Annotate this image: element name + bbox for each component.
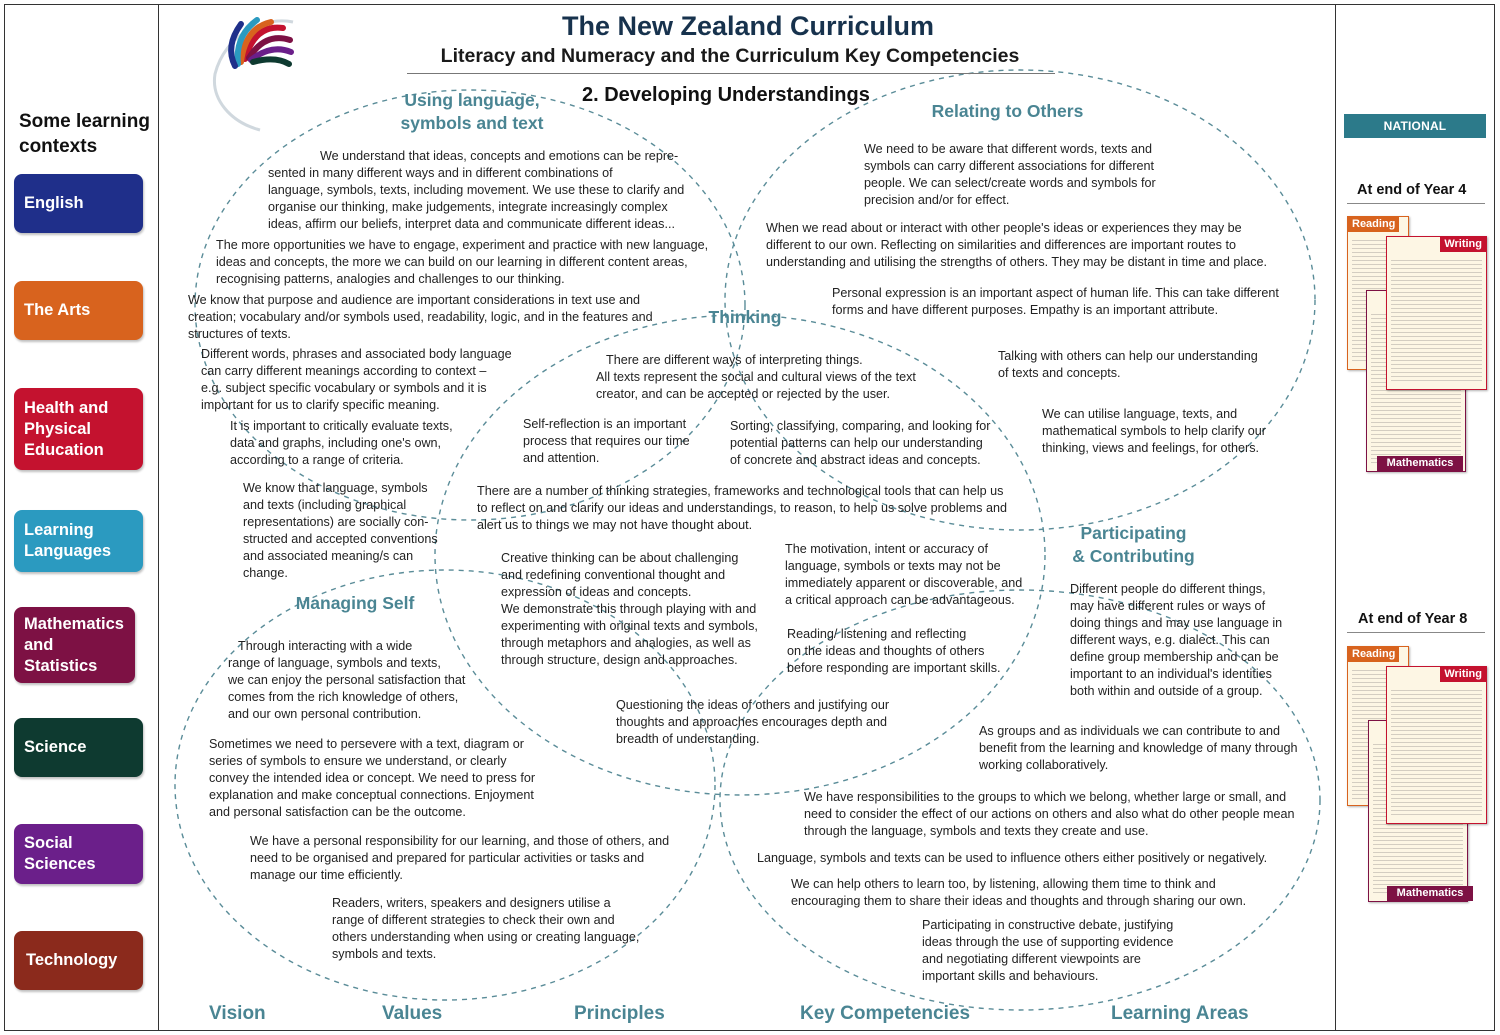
relating-text-2: When we read about or interact with other people's ideas or experiences they may be different to our own. Reflecting on similarities and differences are important routes to understanding and utilising the strengths of others. They may be distant in time and place. (766, 221, 1268, 269)
nav-key-competencies[interactable]: Key Competencies (800, 1003, 971, 1024)
relating-text-5: We can utilise language, texts, and mathematical symbols to help clarify our thinking, views and feelings, for others. (1042, 407, 1266, 455)
using-language-text-6: We know that language, symbols and texts (including graphical representations) are socially con- structed and accepted conventions and associated meaning/s can change. (243, 481, 438, 580)
writing-tag: Writing (1440, 237, 1486, 252)
national-standards-badge[interactable]: NATIONAL STANDARDS (1344, 114, 1486, 138)
relating-text-1: We need to be aware that different words, texts and symbols can carry different associations for different people. We can select/create words and symbols for precision and/or for effect. (864, 142, 1156, 207)
science-label: Science (24, 738, 87, 756)
participating-text-1: Different people do different things, may have different rules or ways of doing things and may use language in different ways, e.g. dialect. This can define group membership and can be important to an individual's identities both within and outside of a group. (1070, 582, 1283, 698)
doc-lines (1391, 257, 1482, 383)
thinking-text-1: There are different ways of interpreting things. All texts represent the social and cultural views of the text creator, and can be accepted or rejected by the user. (596, 353, 916, 401)
learning-languages-label: Learning Languages (24, 521, 112, 560)
writing-doc-year-8[interactable] (1386, 666, 1487, 824)
page-title: The New Zealand Curriculum (561, 11, 935, 41)
mathematics-button[interactable] (14, 607, 135, 683)
reading-tag: Reading (1348, 647, 1399, 662)
thinking-text-2: Self-reflection is an important process that requires our time and attention. (523, 417, 690, 465)
managing-self-text-3: We have a personal responsibility for our learning, and those of others, and need to be organised and prepared for particular activities or tasks and manage our time efficiently. (250, 834, 670, 882)
thinking-text-4: There are a number of thinking strategies, frameworks and technological tools that can help us to reflect on and clarify our ideas and understandings, to reason, to help us solve problems and alert us to things we may not have thought about. (477, 484, 1007, 532)
mathematics-label: Mathematics and Statistics (24, 614, 124, 675)
social-sciences-button[interactable] (14, 824, 143, 884)
relating-title: Relating to Others (931, 101, 1084, 121)
writing-tag: Writing (1440, 667, 1486, 682)
mathematics-tag: Mathematics (1387, 886, 1473, 901)
managing-self-title: Managing Self (295, 593, 415, 613)
thinking-text-8: Questioning the ideas of others and justifying our thoughts and approaches encourages depth and breadth of understanding. (616, 698, 890, 746)
using-language-text-5: It is important to critically evaluate texts, data and graphs, including one's own, according to a range of criteria. (230, 419, 453, 467)
using-language-text-1: We understand that ideas, concepts and emotions can be repre- sented in many different ways and in different combinations of language, symbols, texts, including movement. We use these to clarify and organise our thinking, make judgements, integrate increasingly complex ideas, affirm our beliefs, interpret data and communicate different ideas... (268, 149, 685, 231)
participating-text-5: We can help others to learn too, by listening, allowing them time to think and encouraging them to share their ideas and thoughts and through sharing our own. (791, 877, 1247, 908)
technology-button[interactable] (14, 931, 143, 990)
thinking-text-5: Creative thinking can be about challenging and redefining conventional thought and expression of ideas and concepts. We demonstrate this through playing with and experimenting with original texts and symbols, through metaphors and analogies, as well as through structure, design and approaches. (501, 551, 758, 667)
year-4-label: At end of Year 4 (1357, 182, 1467, 198)
section-heading: 2. Developing Understandings (582, 84, 870, 106)
english-label: English (24, 194, 84, 212)
title-rule (407, 73, 1055, 74)
using-language-text-4: Different words, phrases and associated body language can carry different meanings according to context – e.g. subject specific vocabulary or symbols and it is important for us to clarify specific meaning. (201, 347, 512, 412)
nav-learning-areas[interactable]: Learning Areas (1111, 1003, 1249, 1024)
technology-label: Technology (26, 951, 118, 969)
thinking-text-3: Sorting, classifying, comparing, and looking for potential patterns can help our understanding of concrete and abstract ideas and concepts. (730, 419, 991, 467)
mathematics-tag: Mathematics (1377, 456, 1463, 471)
year-4-rule (1347, 203, 1485, 204)
participating-title: Participating & Contributing (1072, 523, 1195, 566)
participating-text-6: Participating in constructive debate, justifying ideas through the use of supporting evidence and negotiating different viewpoints are important skills and behaviours. (922, 918, 1174, 983)
doc-lines (1391, 687, 1482, 817)
using-language-text-2: The more opportunities we have to engage, experiment and practice with new language, ideas and concepts, the more we can build on our learning in different content areas, recognising patterns, analogies and challenges to our thinking. (216, 238, 709, 286)
year-8-label: At end of Year 8 (1358, 611, 1468, 627)
english-button[interactable] (14, 174, 143, 233)
managing-self-text-2: Sometimes we need to persevere with a text, diagram or series of symbols to ensure we understand, or clearly convey the intended idea or concept. We need to press for explanation and make conceptual connections. Enjoyment and personal satisfaction can be the outcome. (209, 737, 536, 819)
writing-doc-year-4[interactable] (1386, 236, 1487, 390)
science-button[interactable] (14, 718, 143, 777)
nav-values[interactable]: Values (382, 1003, 443, 1024)
contexts-label: Some learning contexts (19, 111, 150, 157)
participating-text-4: Language, symbols and texts can be used to influence others either positively or negatively. (757, 851, 1268, 865)
using-language-text-3: We know that purpose and audience are important considerations in text use and creation; vocabulary and/or symbols used, readability, logic, and in the features and structures of texts. (188, 293, 653, 341)
learning-languages-button[interactable] (14, 510, 143, 572)
thinking-text-6: The motivation, intent or accuracy of language, symbols or texts may not be immediately apparent or discoverable, and a critical approach can be advantageous. (785, 542, 1023, 607)
using-language-title: Using language, symbols and text (400, 90, 544, 133)
health-label: Health and Physical Education (24, 398, 109, 459)
nav-principles[interactable]: Principles (574, 1003, 665, 1024)
thinking-text-7: Reading/ listening and reflecting on the ideas and thoughts of others before responding are important skills. (787, 627, 1001, 675)
participating-text-3: We have responsibilities to the groups to which we belong, whether large or small, and need to consider the effect of our actions on others and also what do other people mean through the language, symbols and texts they create and use. (804, 790, 1295, 838)
managing-self-text-4: Readers, writers, speakers and designers utilise a range of different strategies to check their own and others understanding when using or creating language, symbols and texts. (332, 896, 640, 961)
year-8-rule (1347, 632, 1485, 633)
health-button[interactable] (14, 388, 143, 470)
managing-self-text-1: Through interacting with a wide range of language, symbols and texts, we can enjoy the personal satisfaction that comes from the rich knowledge of others, and our own personal contribution. (228, 639, 466, 721)
the-arts-label: The Arts (24, 301, 91, 319)
nav-vision[interactable]: Vision (209, 1003, 266, 1024)
the-arts-button[interactable] (14, 281, 143, 340)
social-sciences-label: Social Sciences (24, 834, 96, 873)
participating-text-2: As groups and as individuals we can contribute to and benefit from the learning and knowledge of many through working collaboratively. (979, 724, 1298, 772)
relating-text-3: Personal expression is an important aspect of human life. This can take different forms and have different purposes. Empathy is an important attribute. (832, 286, 1279, 317)
reading-tag: Reading (1348, 217, 1399, 232)
relating-text-4: Talking with others can help our understanding of texts and concepts. (998, 349, 1258, 380)
page-subtitle: Literacy and Numeracy and the Curriculum Key Competencies (440, 45, 1020, 67)
thinking-title: Thinking (708, 307, 782, 327)
